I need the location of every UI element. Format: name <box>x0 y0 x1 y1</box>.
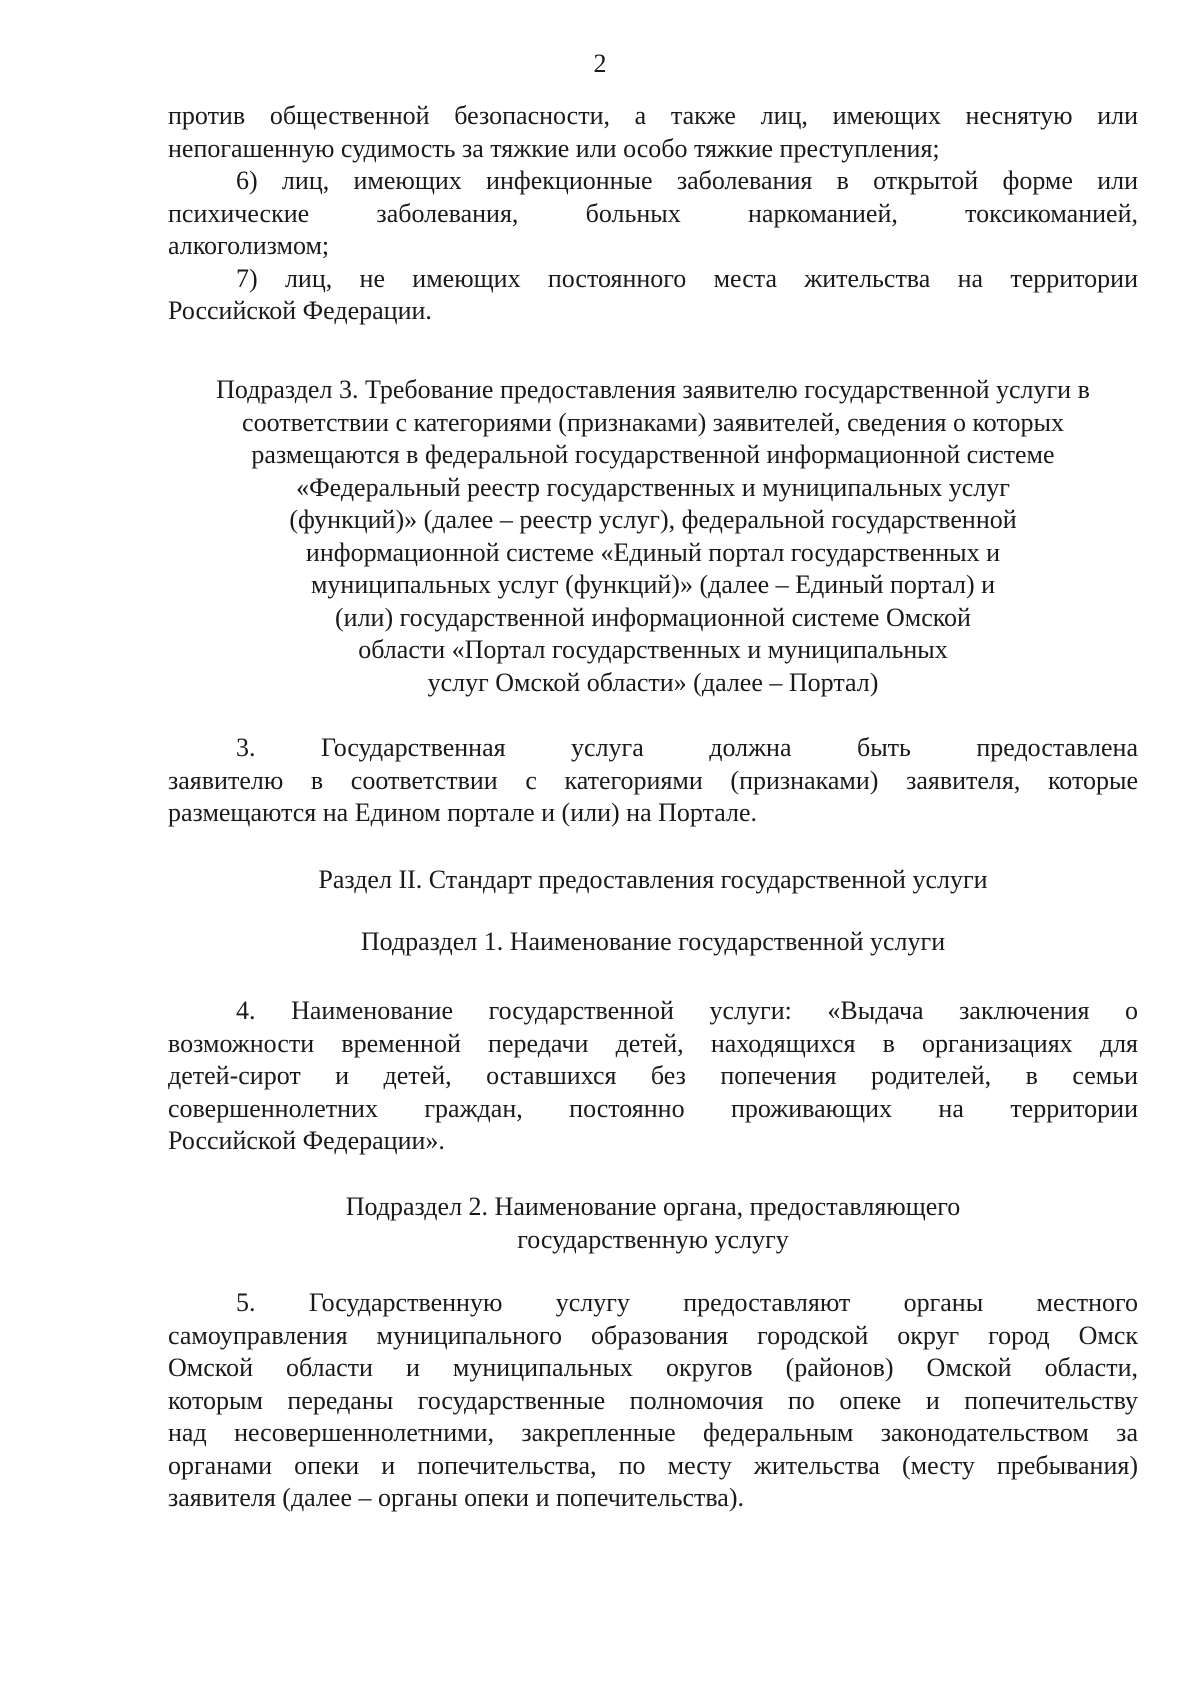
text-line: непогашенную судимость за тяжкие или особо тяжкие преступления; <box>168 133 940 163</box>
heading-line: (функций)» (далее – реестр услуг), федеральной государственной <box>289 505 1017 534</box>
text-line: психические заболевания, больных наркоманией, токсикоманией, <box>168 198 1138 228</box>
subsection-1-heading: Подраздел 1. Наименование государственной услуги <box>360 927 946 956</box>
heading-line: муниципальных услуг (функций)» (далее – Единый портал) и <box>310 570 996 599</box>
paragraph-5 <box>168 1287 1138 1515</box>
text-line: 3. Государственная услуга должна быть предоставлена <box>236 733 1138 762</box>
text-line: алкоголизмом; <box>168 231 330 260</box>
heading-line: «Федеральный реестр государственных и муниципальных услуг <box>296 472 1010 502</box>
heading-line: государственную услугу <box>517 1224 789 1254</box>
list-item-7: 7) лиц, не имеющих постоянного места жительства на территории <box>236 263 1138 293</box>
section-2-heading: Раздел II. Стандарт предоставления государственной услуги <box>318 865 988 894</box>
text-line: Российской Федерации». <box>168 1126 445 1155</box>
subsection-2-heading <box>168 1191 1138 1256</box>
heading-line: Подраздел 3. Требование предоставления заявителю государственной услуги в <box>216 375 1090 404</box>
text-line: органами опеки и попечительства, по месту жительства (месту пребывания) <box>168 1450 1138 1480</box>
text-line: 4. Наименование государственной услуги: «Выдача заключения о <box>236 996 1138 1025</box>
paragraph-3 <box>168 732 1138 830</box>
heading-line: Подраздел 2. Наименование органа, предоставляющего <box>345 1192 961 1221</box>
text-line: 5. Государственную услугу предоставляют органы местного <box>236 1288 1138 1317</box>
text-line: над несовершеннолетними, закрепленные федеральным законодательством за <box>168 1418 1138 1447</box>
text-line: Омской области и муниципальных округов (районов) Омской области, <box>168 1353 1138 1382</box>
paragraph-4 <box>168 995 1138 1158</box>
heading-line: информационной системе «Единый портал государственных и <box>305 537 1001 567</box>
heading-line: области «Портал государственных и муниципальных <box>358 635 948 664</box>
text-line: детей-сирот и детей, оставшихся без попечения родителей, в семьи <box>168 1061 1138 1090</box>
text-line: самоуправления муниципального образования городской округ город Омск <box>168 1320 1138 1350</box>
heading-line: (или) государственной информационной системе Омской <box>335 602 971 632</box>
text-line: Российской Федерации. <box>168 296 432 325</box>
heading-line: соответствии с категориями (признаками) заявителей, сведения о которых <box>242 407 1064 437</box>
text-line: возможности временной передачи детей, находящихся в организациях для <box>168 1028 1138 1058</box>
subsection-3-heading <box>168 374 1138 699</box>
heading-line: размещаются в федеральной государственной информационной системе <box>251 440 1055 469</box>
page-number: 2 <box>593 49 607 78</box>
text-line: совершеннолетних граждан, постоянно проживающих на территории <box>168 1093 1138 1123</box>
text-line: которым переданы государственные полномочия по опеке и попечительству <box>168 1385 1138 1415</box>
list-continuation <box>168 100 1138 328</box>
text-line: против общественной безопасности, а также лиц, имеющих неснятую или <box>168 101 1138 130</box>
heading-line: услуг Омской области» (далее – Портал) <box>427 667 879 697</box>
text-line: заявителя (далее – органы опеки и попечительства). <box>168 1483 744 1512</box>
text-line: размещаются на Едином портале и (или) на Портале. <box>168 798 758 827</box>
text-line: заявителю в соответствии с категориями (признаками) заявителя, которые <box>168 765 1138 795</box>
list-item-6: 6) лиц, имеющих инфекционные заболевания в открытой форме или <box>236 166 1138 195</box>
